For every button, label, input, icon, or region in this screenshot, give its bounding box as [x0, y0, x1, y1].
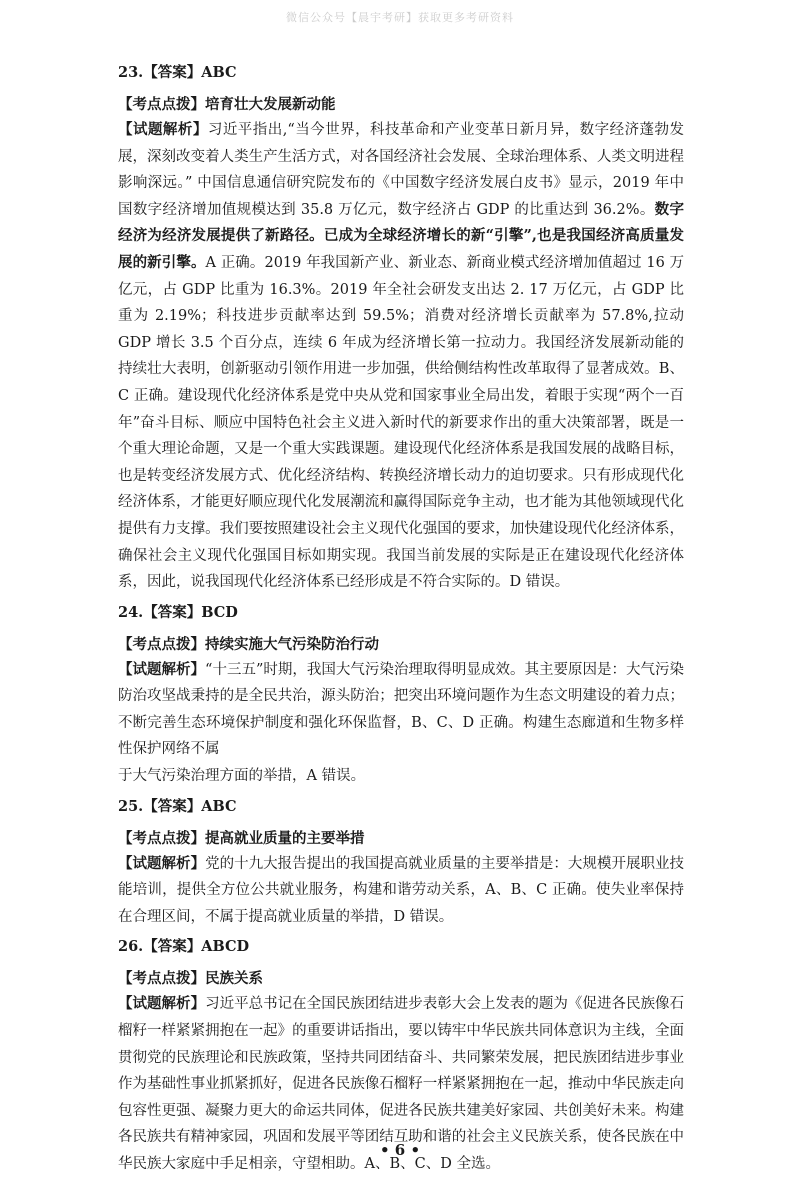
answer-heading: 25.【答案】ABC — [118, 797, 237, 815]
answer-heading: 26.【答案】ABCD — [118, 938, 250, 956]
analysis-label: 【试题解析】 — [118, 995, 206, 1013]
analysis-text-cont: A 正确。2019 年我国新产业、新业态、新商业模式经济增加值超过 16 万亿元，占 GDP 比重为 16.3%。2019 年全社会研发支出达 2. 17 万亿元，占 GDP 比重为 2.19%；科技进步贡献率达到 59.5%；消费对经济增长贡献率为 57.8%,拉动 GDP 增长 3.5 个百分点，连续 6 年成为经济增长第一拉动力。我国经济发展新动能的持续壮大表明，创新驱动引领作用进一步加强，供给侧结构性改革取得了显著成效。B、C 正确。建设现代化经济体系是党中央从党和国家事业全局出发，着眼于实现“两个一百年”奋斗目标、顺应中国特色社会主义进入新时代的新要求作出的重大决策部署，既是一个重大理论命题，又是一个重大实践课题。建设现代化经济体系是我国发展的战略目标，也是转变经济发展方式、优化经济结构、转换经济增长动力的迫切要求。只有形成现代化经济体系，才能更好顺应现代化发展潮流和赢得国际竞争主动，也才能为其他领域现代化提供有力支撑。我们要按照建设社会主义现代化强国的要求，加快建设现代化经济体系，确保社会主义现代化强国目标如期实现。我国当前发展的实际是正在建设现代化经济体系，因此，说我国现代化经济体系已经形成是不符合实际的。D 错误。 — [118, 254, 684, 591]
analysis-label: 【试题解析】 — [118, 854, 206, 872]
key-point: 【考点点拨】提高就业质量的主要举措 — [118, 829, 365, 847]
analysis-text: 习近平指出,“当今世界，科技革命和产业变革日新月异，数字经济蓬勃发展，深刻改变着人类生产生活方式，对各国经济社会发展、全球治理体系、人类文明进程影响深远。” 中国信息通信研究院发布的《中国数字经济发展白皮书》显示，2019 年中国数字经济增加值规模达到 35.8 万亿元，数字经济占 GDP 的比重达到 36.2%。 — [118, 122, 684, 218]
analysis-paragraph-tail: 于大气污染治理方面的举措，A 错误。 — [118, 768, 366, 785]
analysis-text: 党的十九大报告提出的我国提高就业质量的主要举措是：大规模开展职业技能培训，提供全方位公共就业服务，构建和谐劳动关系，A、B、C 正确。使失业率保持在合理区间，不属于提高就业质量的举措，D 错误。 — [118, 855, 685, 925]
question-24 — [118, 602, 684, 790]
page-number: • 6 • — [379, 1141, 421, 1159]
analysis-label: 【试题解析】 — [118, 121, 208, 138]
answer-heading: 23.【答案】ABC — [118, 64, 237, 81]
analysis-paragraph — [118, 117, 684, 596]
key-point: 【考点点拨】持续实施大气污染防治行动 — [118, 635, 379, 653]
analysis-text: 习近平总书记在全国民族团结进步表彰大会上发表的题为《促进各民族像石榴籽一样紧紧拥抱在一起》的重要讲话指出，要以铸牢中华民族共同体意识为主线，全面贯彻党的民族理论和民族政策，坚持共同团结奋斗、共同繁荣发展，把民族团结进步事业作为基础性事业抓紧抓好，促进各民族像石榴籽一样紧紧拥抱在一起，推动中华民族走向包容性更强、凝聚力更大的命运共同体，促进各民族共建美好家园、共创美好未来。构建各民族共有精神家园，巩固和发展平等团结互助和谐的社会主义民族关系，使各民族在中华民族大家庭中手足相亲，守望相助。A、B、C、D 全选。 — [118, 996, 685, 1172]
analysis-text: “十三五”时期，我国大气污染治理取得明显成效。其主要原因是：大气污染防治攻坚战秉持的是全民共治，源头防治；把突出环境问题作为生态文明建设的着力点；不断完善生态环境保护制度和强化环保监督，B、C、D 正确。构建生态廊道和生物多样性保护网络不属 — [118, 661, 684, 758]
analysis-bold-text: 数字经济为经济发展提供了新路径。已成为全球经济增长的新“引擎”,也是我国经济高质量发展的新引擎。 — [118, 200, 684, 271]
key-point: 【考点点拨】培育壮大发展新动能 — [118, 96, 336, 113]
question-25 — [118, 796, 684, 931]
analysis-label: 【试题解析】 — [118, 660, 206, 678]
analysis-paragraph — [118, 657, 684, 763]
key-point: 【考点点拨】民族关系 — [118, 970, 263, 988]
document-body — [118, 62, 684, 1184]
analysis-paragraph — [118, 851, 684, 931]
question-23 — [118, 62, 684, 596]
watermark-text: 微信公众号【晨宇考研】获取更多考研资料 — [286, 11, 514, 24]
answer-heading: 24.【答案】BCD — [118, 603, 238, 621]
